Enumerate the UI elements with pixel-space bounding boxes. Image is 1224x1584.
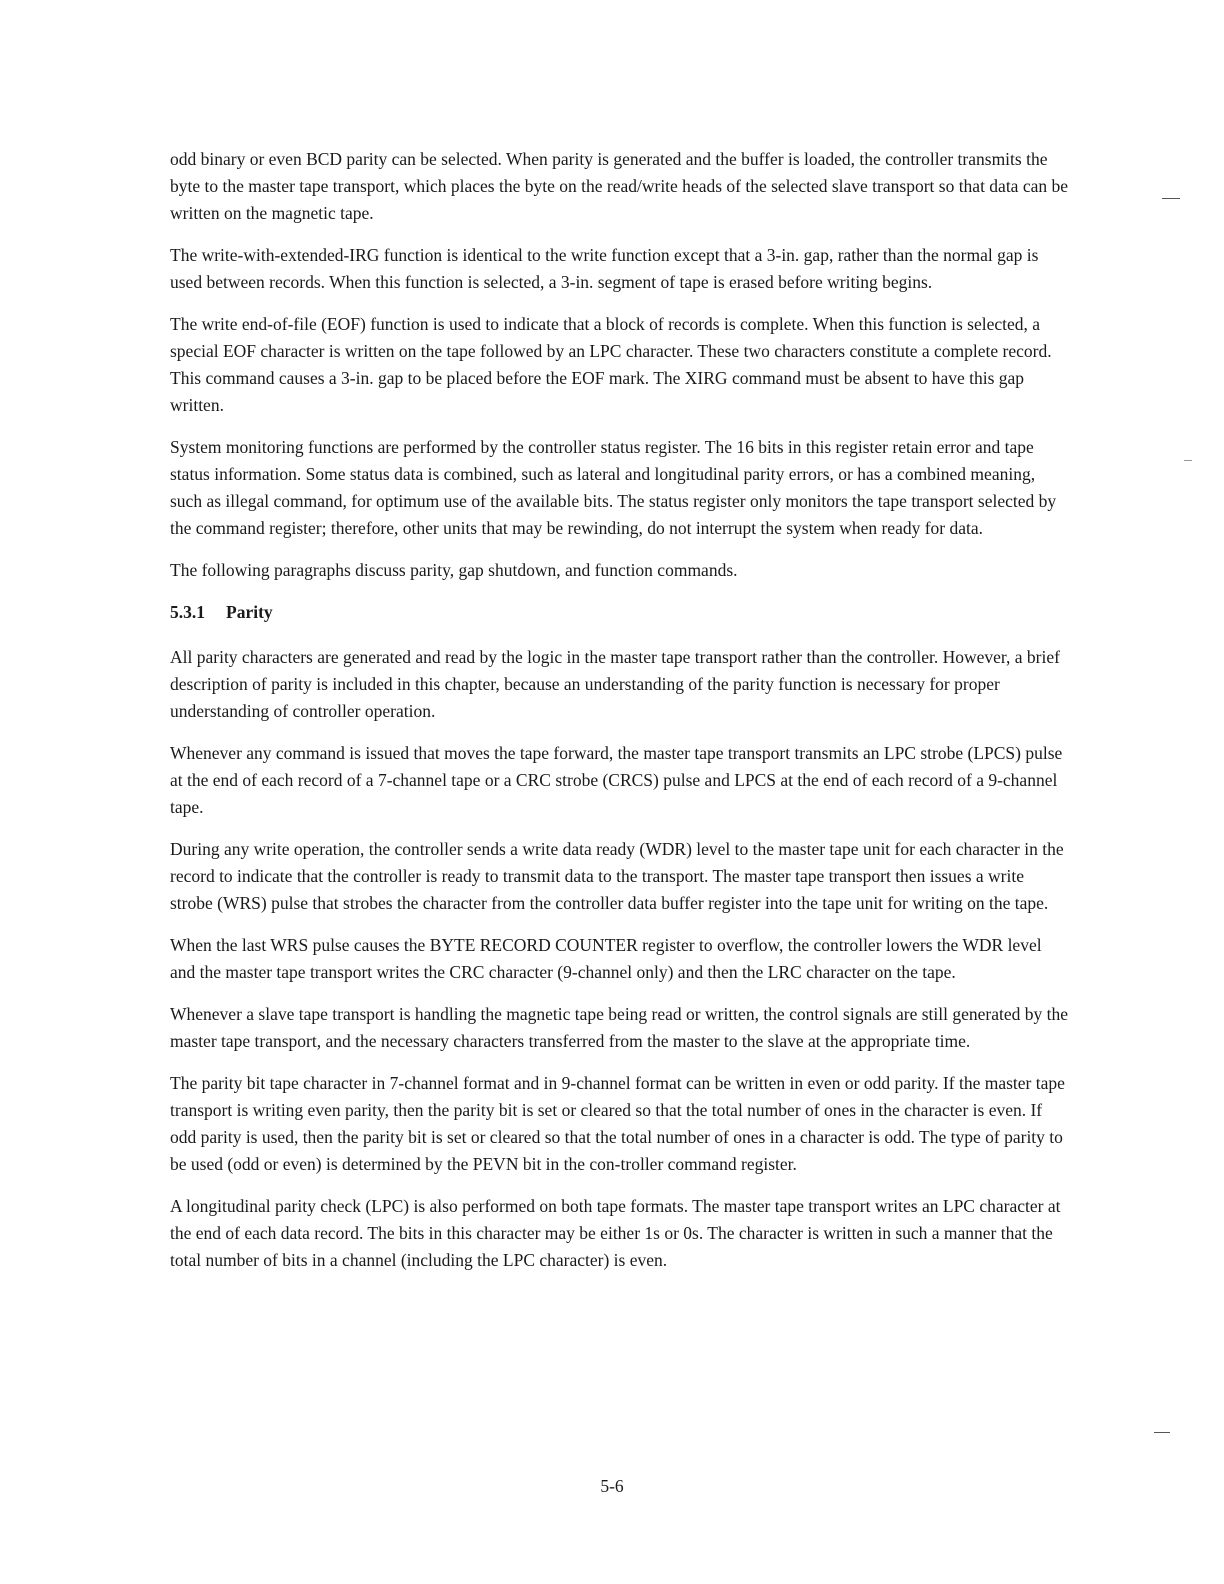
- paragraph-parity-bit: The parity bit tape character in 7-channel format and in 9-channel format can be written in even or odd parity. If the master tape transport is writing even parity, then the parity bit is set or cleared so that the total number of ones in the character is even. If odd parity is used, then the parity bit is set or cleared so that the total number of ones in a character is odd. The type of parity to be used (odd or even) is determined by the PEVN bit in the con-troller command register.: [170, 1073, 1065, 1174]
- body-text: [170, 146, 1070, 1289]
- paragraph-parity-overview: All parity characters are generated and read by the logic in the master tape transport rather than the controller. However, a brief description of parity is included in this chapter, because an understanding of the parity function is necessary for proper understanding of controller operation.: [170, 647, 1060, 721]
- section-title: Parity: [226, 602, 273, 622]
- paragraph-write-extended-irg: The write-with-extended-IRG function is identical to the write function except that a 3-in. gap, rather than the normal gap is used between records. When this function is selected, a 3-in. segment of tape is erased before writing begins.: [170, 245, 1039, 292]
- paragraph-system-monitoring: System monitoring functions are performed by the controller status register. The 16 bits in this register retain error and tape status information. Some status data is combined, such as lateral and longitudinal parity errors, or has a combined meaning, such as illegal command, for optimum use of the available bits. The status register only monitors the tape transport selected by the command register; therefore, other units that may be rewinding, do not interrupt the system when ready for data.: [170, 437, 1057, 538]
- paragraph-byte-record-counter: When the last WRS pulse causes the BYTE RECORD COUNTER register to overflow, the controller lowers the WDR level and the master tape transport writes the CRC character (9-channel only) and then the LRC character on the tape.: [170, 935, 1042, 982]
- section-heading: [170, 599, 1070, 626]
- paragraph-write-data-ready: During any write operation, the controller sends a write data ready (WDR) level to the master tape unit for each character in the record to indicate that the controller is ready to transmit data to the transport. The master tape transport then issues a write strobe (WRS) pulse that strobes the character from the controller data buffer register into the tape unit for writing on the tape.: [170, 839, 1064, 913]
- page-number: 5-6: [600, 1476, 624, 1496]
- paragraph-parity-selection: odd binary or even BCD parity can be selected. When parity is generated and the buffer is loaded, the controller transmits the byte to the master tape transport, which places the byte on the read/write heads of the selected slave transport so that data can be written on the magnetic tape.: [170, 149, 1069, 223]
- margin-mark: [1162, 198, 1180, 199]
- section-number: 5.3.1: [170, 602, 205, 622]
- paragraph-slave-transport: Whenever a slave tape transport is handling the magnetic tape being read or written, the control signals are still generated by the master tape transport, and the necessary characters transferred from the master to the slave at the appropriate time.: [170, 1004, 1069, 1051]
- paragraph-longitudinal-parity: A longitudinal parity check (LPC) is also performed on both tape formats. The master tape transport writes an LPC character at the end of each data record. The bits in this character may be either 1s or 0s. The character is written in such a manner that the total number of bits in a channel (including the LPC character) is even.: [170, 1196, 1061, 1270]
- paragraph-following-discussion: The following paragraphs discuss parity, gap shutdown, and function commands.: [170, 560, 738, 580]
- paragraph-lpc-strobe: Whenever any command is issued that moves the tape forward, the master tape transport transmits an LPC strobe (LPCS) pulse at the end of each record of a 7-channel tape or a CRC strobe (CRCS) pulse and LPCS at the end of each record of a 9-channel tape.: [170, 743, 1063, 817]
- paragraph-write-eof: The write end-of-file (EOF) function is used to indicate that a block of records is complete. When this function is selected, a special EOF character is written on the tape followed by an LPC character. These two characters constitute a complete record. This command causes a 3-in. gap to be placed before the EOF mark. The XIRG command must be absent to have this gap written.: [170, 314, 1052, 415]
- margin-mark: [1154, 1432, 1170, 1433]
- margin-mark: [1184, 460, 1192, 461]
